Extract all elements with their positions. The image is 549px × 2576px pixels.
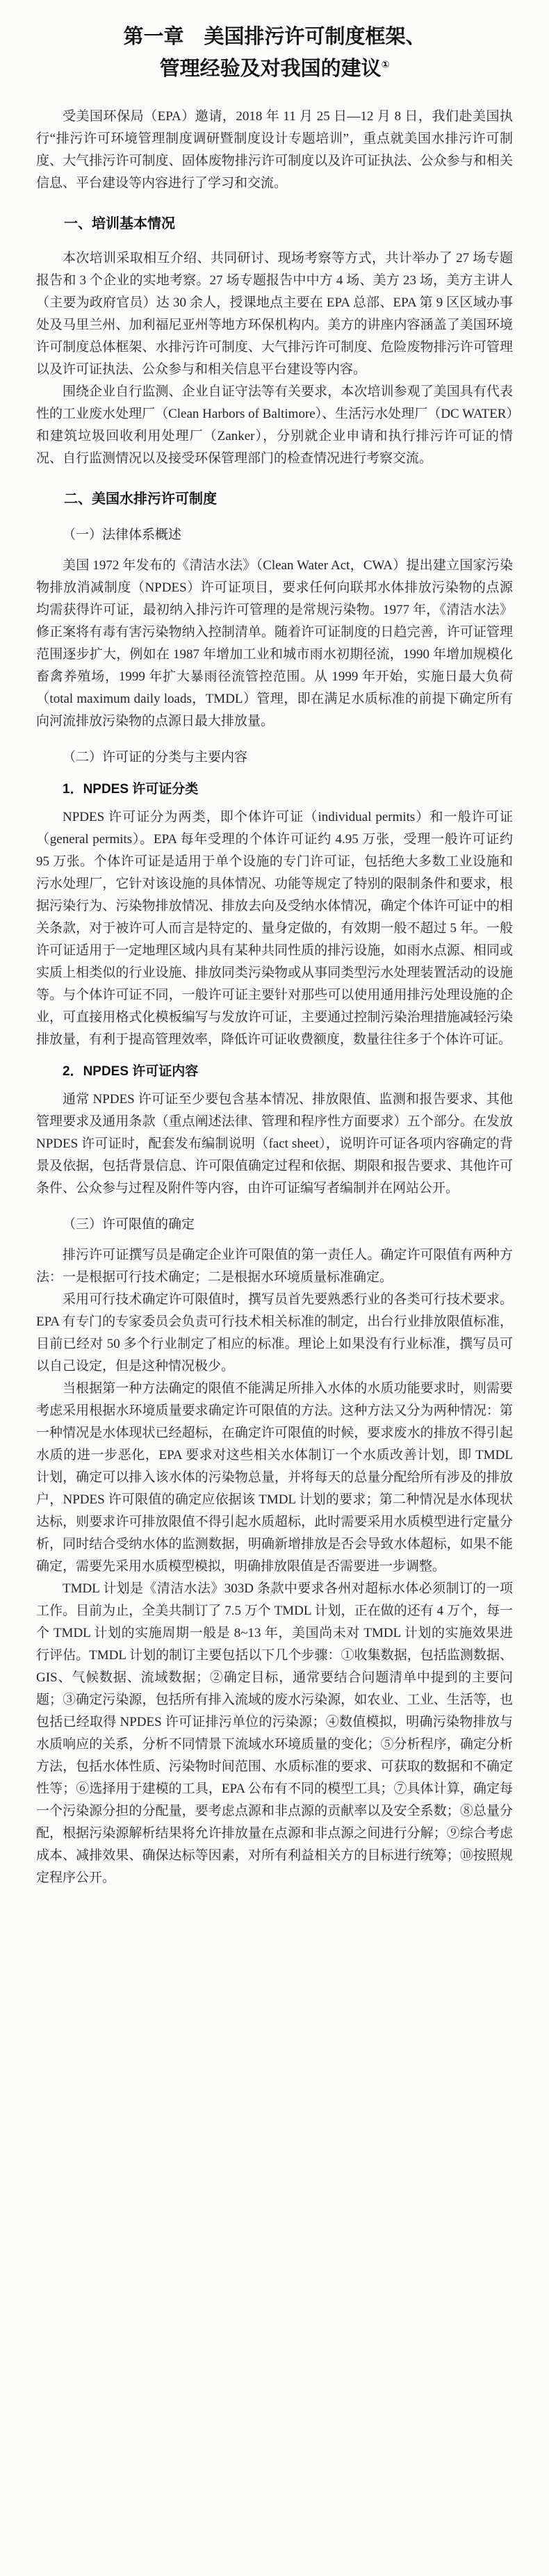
chapter-title-line1: 第一章 美国排污许可制度框架、 — [123, 26, 426, 48]
paragraph: 受美国环保局（EPA）邀请，2018 年 11 月 25 日—12 月 8 日，我们赴美国执行“排污许可环境管理制度调研暨制度设计专题培训”，重点就美国水排污许可制度、大气排污许可制度、固体废物排污许可制度以及许可证执法、公众参与和相关信息、平台建设等内容进行了学习和交流。 — [36, 109, 513, 190]
numbered-heading-npdes-classification: 1．NPDES 许可证分类 — [63, 782, 199, 797]
paragraph: 采用可行技术确定许可限值时，撰写员首先要熟悉行业的各类可行技术要求。EPA 有专门的专家委员会负责可行技术相关标准的制定，出台行业排放限值标准，目前已经对 50 多个行业制定了相应的标准。理论上如果没有行业标准，撰写员可以自己设定，但是这种情况极少。 — [36, 1292, 513, 1373]
paragraph: 本次培训采取相互介绍、共同研讨、现场考察等方式，共计举办了 27 场专题报告和 3 个企业的实地考察。27 场专题报告中中方 4 场、美方 23 场，美方主讲人（主要为政府官员）达 30 余人，授课地点主要在 EPA 总部、EPA 第 9 区区域办事处及马里兰州、加利福尼亚州等地方环保机构内。美方的讲座内容涵盖了美国环境许可制度总体框架、水排污许可制度、大气排污许可制度、危险废物排污许可管理以及许可证执法、公众参与和相关信息平台建设等内容。 — [36, 251, 513, 377]
paragraph: 美国 1972 年发布的《清洁水法》（Clean Water Act，CWA）提出建立国家污染物排放消减制度（NPDES）许可证项目，要求任何向联邦水体排放污染物的点源均需获得许可证，最初纳入排污许可管理的是常规污染物。1977 年，《清洁水法》修正案将有毒有害污染物纳入控制清单。随着许可证制度的日趋完善，许可证管理范围逐步扩大，例如在 1987 年增加工业和城市雨水初期径流，1990 年增加规模化畜禽养殖场，1999 年扩大暴雨径流管控范围。从 1999 年开始，实施日最大负荷（total maximum daily loads，TMDL）管理，即在满足水质标准的前提下确定所有向河流排放污染物的点源日最大排放量。 — [36, 558, 513, 728]
subsection-heading-permit-types: （二）许可证的分类与主要内容 — [63, 750, 248, 765]
subsection-heading-permit-limits: （三）许可限值的确定 — [63, 1217, 195, 1232]
section-heading-us-water-permit-system: 二、美国水排污许可制度 — [64, 491, 217, 507]
paragraph: 当根据第一种方法确定的限值不能满足所排入水体的水质功能要求时，则需要考虑采用根据水环境质量要求确定许可限值的方法。这种方法又分为两种情况：第一种情况是水体现状已经超标，在确定许可限值的时候，要求废水的排放不得引起水质的进一步恶化，EPA 要求对这些相关水体制订一个水质改善计划，即 TMDL 计划，确定可以排入该水体的污染物总量，并将每天的总量分配给所有涉及的排放户，NPDES 许可限值的确定应依据该 TMDL 计划的要求；第二种情况是水体现状达标，则要求许可排放限值不得引起水质超标，此时需要采用水质模型进行定量分析，同时结合受纳水体的监测数据，明确新增排放是否会导致水体超标，如果不能确定，需要先采用水质模型模拟，明确排放限值是否需要进一步调整。 — [36, 1381, 513, 1574]
chapter-title — [36, 21, 513, 85]
paragraph: TMDL 计划是《清洁水法》303D 条款中要求各州对超标水体必须制订的一项工作。目前为止，全美共制订了 7.5 万个 TMDL 计划，正在做的还有 4 万个，每一个 TMDL 计划的实施周期一般是 8~13 年，美国尚未对 TMDL 计划的实施效果进行评估。TMDL 计划的制订主要包括以下几个步骤：①收集数据，包括监测数据、GIS、气候数据、流域数据；②确定目标，通常要结合问题清单中提到的主要问题；③确定污染源，包括所有排入流域的废水污染源，如农业、工业、生活等，也包括已经取得 NPDES 许可证排污单位的污染源；④数值模拟，明确污染物排放与水质响应的关系，分析不同情景下流域水环境质量的变化；⑤分析程序，确定分析方法，包括水体性质、污染物时间范围、水质标准的要求、可获取的数据和不确定性等；⑥选择用于建模的工具，EPA 公布有不同的模型工具；⑦具体计算，确定每一个污染源分担的分配量，要考虑点源和非点源的贡献率以及安全系数；⑧总量分配，根据污染源解析结果将允许排放量在点源和非点源之间进行分解；⑨综合考虑成本、减排效果、确保达标等因素，对所有利益相关方的目标进行统筹；⑩按照规定程序公开。 — [36, 1581, 513, 1885]
paragraph: 围绕企业自行监测、企业自证守法等有关要求，本次培训参观了美国具有代表性的工业废水处理厂（Clean Harbors of Baltimore）、生活污水处理厂（DC WATER）和建筑垃圾回收利用处理厂（Zanker），分别就企业申请和执行排污许可证的情况、自行监测情况以及接受环保管理部门的检查情况进行考察交流。 — [36, 384, 513, 466]
paragraph: 通常 NPDES 许可证至少要包含基本情况、排放限值、监测和报告要求、其他管理要求及通用条款（重点阐述法律、管理和程序性方面要求）五个部分。在发放 NPDES 许可证时，配套发布编制说明（fact sheet），说明许可证各项内容确定的背景及依据，包括背景信息、许可限值确定过程和依据、期限和报告要求、其他许可条件、公众参与过程及附件等内容，由许可证编写者编制并在网站公开。 — [36, 1092, 513, 1196]
section-heading-training-overview: 一、培训基本情况 — [64, 216, 175, 231]
paragraph: 排污许可证撰写员是确定企业许可限值的第一责任人。确定许可限值有两种方法：一是根据可行技术确定；二是根据水环境质量标准确定。 — [36, 1248, 513, 1285]
numbered-heading-npdes-content: 2．NPDES 许可证内容 — [63, 1064, 199, 1079]
chapter-title-line2: 管理经验及对我国的建议 — [159, 58, 382, 80]
paragraph: NPDES 许可证分为两类，即个体许可证（individual permits）和一般许可证（general permits）。EPA 每年受理的个体许可证约 4.95 万张，受理一般许可证约 95 万张。个体许可证是适用于单个设施的专门许可证，包括绝大多数工业设施和污水处理厂，它针对该设施的具体情况、功能等规定了特别的限制条件和要求，根据污染行为、污染物排放情况、排放去向及受纳水体情况，确定个体许可证中的相关条款，对于被许可人而言是特定的、量身定做的，有效期一般不超过 5 年。一般许可证适用于一定地理区域内具有某种共同性质的排污设施，如雨水点源、相同或实质上相类似的行业设施、排放同类污染物或从事同类型污水处理装置活动的设施等。与个体许可证不同，一般许可证主要针对那些可以使用通用排污处理设施的企业，可直接用格式化模板编写与发放许可证，主要通过控制污染治理措施减轻污染排放量，有利于提高管理效率，降低许可证收费额度，数量往往多于个体许可证。 — [36, 810, 513, 1047]
footnote-marker: ① — [381, 58, 390, 70]
subsection-heading-legal-framework: （一）法律体系概述 — [63, 528, 182, 542]
